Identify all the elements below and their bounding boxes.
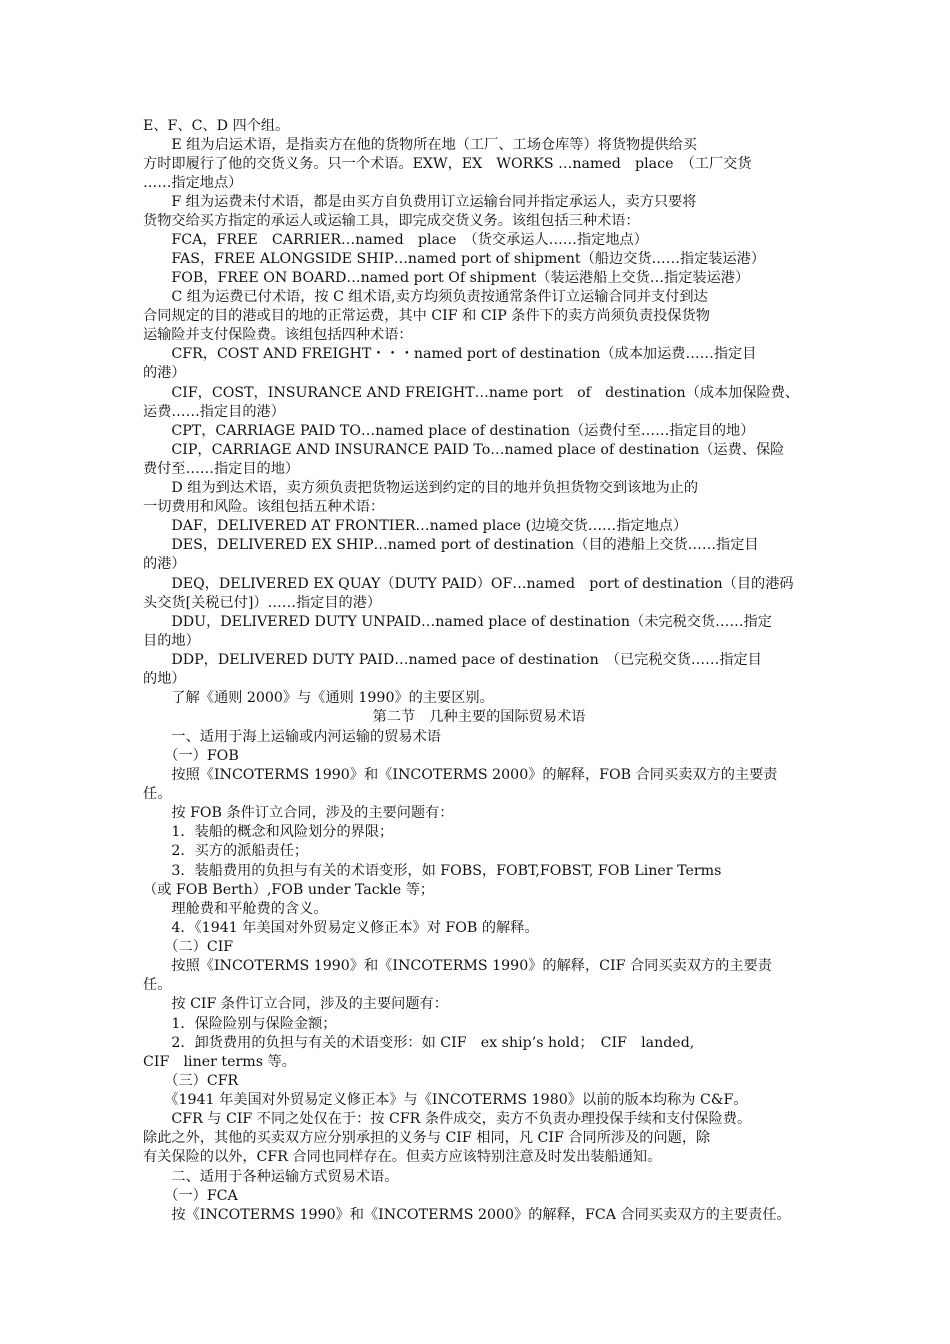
text-line: 按 CIF 条件订立合同，涉及的主要问题有： [143, 996, 448, 1012]
section-heading: 第二节 几种主要的国际贸易术语 [372, 709, 586, 725]
text-line: 目的地） [143, 633, 200, 649]
text-line: 运输险并支付保险费。该组包括四种术语： [143, 327, 413, 343]
text-line: 除此之外，其他的买卖双方应分别承担的义务与 CIF 相同，凡 CIF 合同所涉及的问题，除 [143, 1130, 711, 1146]
text-line: 方时即履行了他的交货义务。只一个术语。EXW，EX WORKS …named place （工厂交货 [143, 156, 752, 172]
text-line: CPT，CARRIAGE PAID TO…named place of destination（运费付至……指定目的地） [143, 423, 755, 439]
text-line: 《1941 年美国对外贸易定义修正本》与《INCOTERMS 1980》以前的版本均称为 C&F。 [143, 1092, 748, 1108]
text-line: CFR 与 CIF 不同之处仅在于：按 CFR 条件成交，卖方不负责办理投保手续和支付保险费。 [143, 1111, 752, 1127]
text-line: 按《INCOTERMS 1990》和《INCOTERMS 2000》的解释，FCA 合同买卖双方的主要责任。 [143, 1207, 791, 1223]
text-line: 一、适用于海上运输或内河运输的贸易术语 [143, 729, 441, 745]
text-line: 的地） [143, 671, 186, 687]
text-line: CIF liner terms 等。 [143, 1054, 296, 1070]
text-line: FOB，FREE ON BOARD…named port Of shipment（装运港船上交货…指定装运港） [143, 270, 750, 286]
text-line: 按照《INCOTERMS 1990》和《INCOTERMS 2000》的解释，FOB 合同买卖双方的主要责 [143, 767, 778, 783]
text-line: 头交货[关税已付]）……指定目的港） [143, 595, 382, 611]
text-line: 按 FOB 条件订立合同，涉及的主要问题有： [143, 805, 454, 821]
text-line: 运费……指定目的港） [143, 404, 285, 420]
text-line: F 组为运费未付术语，都是由买方自负费用订立运输台同并指定承运人，卖方只要将 [143, 194, 697, 210]
text-line: DEQ，DELIVERED EX QUAY（DUTY PAID）OF…named port of destination（目的港码 [143, 576, 794, 592]
text-line: 有关保险的以外，CFR 合同也同样存在。但卖方应该特别注意及时发出装船通知。 [143, 1149, 662, 1165]
text-line: （或 FOB Berth）,FOB under Tackle 等； [143, 882, 435, 898]
text-line: DDU，DELIVERED DUTY UNPAID…named place of destination（未完税交货……指定 [143, 614, 772, 630]
text-line: （一）FOB [143, 748, 239, 764]
text-line: CIF，COST，INSURANCE AND FREIGHT…name port of destination（成本加保险费、 [143, 385, 800, 401]
text-line: C 组为运费已付术语，按 C 组术语,卖方均须负责按通常条件订立运输合同并支付到达 [143, 289, 708, 305]
text-line: 了解《通则 2000》与《通则 1990》的主要区别。 [143, 690, 494, 706]
text-line: 一切费用和风险。该组包括五种术语： [143, 499, 385, 515]
text-line: D 组为到达术语，卖方须负责把货物运送到约定的目的地并负担货物交到该地为止的 [143, 480, 699, 496]
text-line: E 组为启运术语，是指卖方在他的货物所在地（工厂、工场仓库等）将货物提供给买 [143, 137, 697, 153]
text-line: 2．买方的派船责任； [143, 843, 309, 859]
text-line: CFR，COST AND FREIGHT・・・named port of destination（成本加运费……指定目 [143, 346, 757, 362]
text-line: 按照《INCOTERMS 1990》和《INCOTERMS 1990》的解释，CIF 合同买卖双方的主要责 [143, 958, 772, 974]
text-line: 4．《1941 年美国对外贸易定义修正本》对 FOB 的解释。 [143, 920, 539, 936]
text-line: 1．装船的概念和风险划分的界限； [143, 824, 394, 840]
text-line: 货物交给买方指定的承运人或运输工具，即完成交货义务。该组包括三种术语： [143, 213, 640, 229]
text-line: 2．卸货费用的负担与有关的术语变形：如 CIF ex ship’s hold； CIF landed, [143, 1035, 695, 1051]
text-line: 二、适用于各种运输方式贸易术语。 [143, 1169, 399, 1185]
text-line: 1．保险险别与保险金额； [143, 1016, 337, 1032]
text-line: DDP，DELIVERED DUTY PAID…named pace of destination （已完税交货……指定目 [143, 652, 762, 668]
text-line: 合同规定的目的港或目的地的正常运费，其中 CIF 和 CIP 条件下的卖方尚须负责投保货物 [143, 308, 710, 324]
text-line: FCA，FREE CARRIER…named place （货交承运人……指定地点） [143, 232, 648, 248]
text-line: 任。 [143, 786, 172, 802]
text-line: 的港） [143, 556, 186, 572]
text-line: FAS，FREE ALONGSIDE SHIP…named port of shipment（船边交货……指定装运港） [143, 251, 766, 267]
text-line: （一）FCA [143, 1188, 238, 1204]
text-line: DES，DELIVERED EX SHIP…named port of destination（目的港船上交货……指定目 [143, 537, 759, 553]
text-line: （二）CIF [143, 939, 234, 955]
text-line: 费付至……指定目的地） [143, 461, 300, 477]
text-line: 任。 [143, 977, 172, 993]
text-line: ……指定地点） [143, 175, 243, 191]
text-line: 的港） [143, 365, 186, 381]
text-line: 理舱费和平舱费的含义。 [143, 901, 328, 917]
text-line: 3．装船费用的负担与有关的术语变形，如 FOBS，FOBT,FOBST, FOB Liner Terms [143, 863, 722, 879]
text-line: DAF，DELIVERED AT FRONTIER…named place (边境交货……指定地点） [143, 518, 688, 534]
text-line: CIP，CARRIAGE AND INSURANCE PAID To…named place of destination（运费、保险 [143, 442, 785, 458]
text-line: （三）CFR [143, 1073, 239, 1089]
text-line: E、F、C、D 四个组。 [143, 118, 290, 134]
